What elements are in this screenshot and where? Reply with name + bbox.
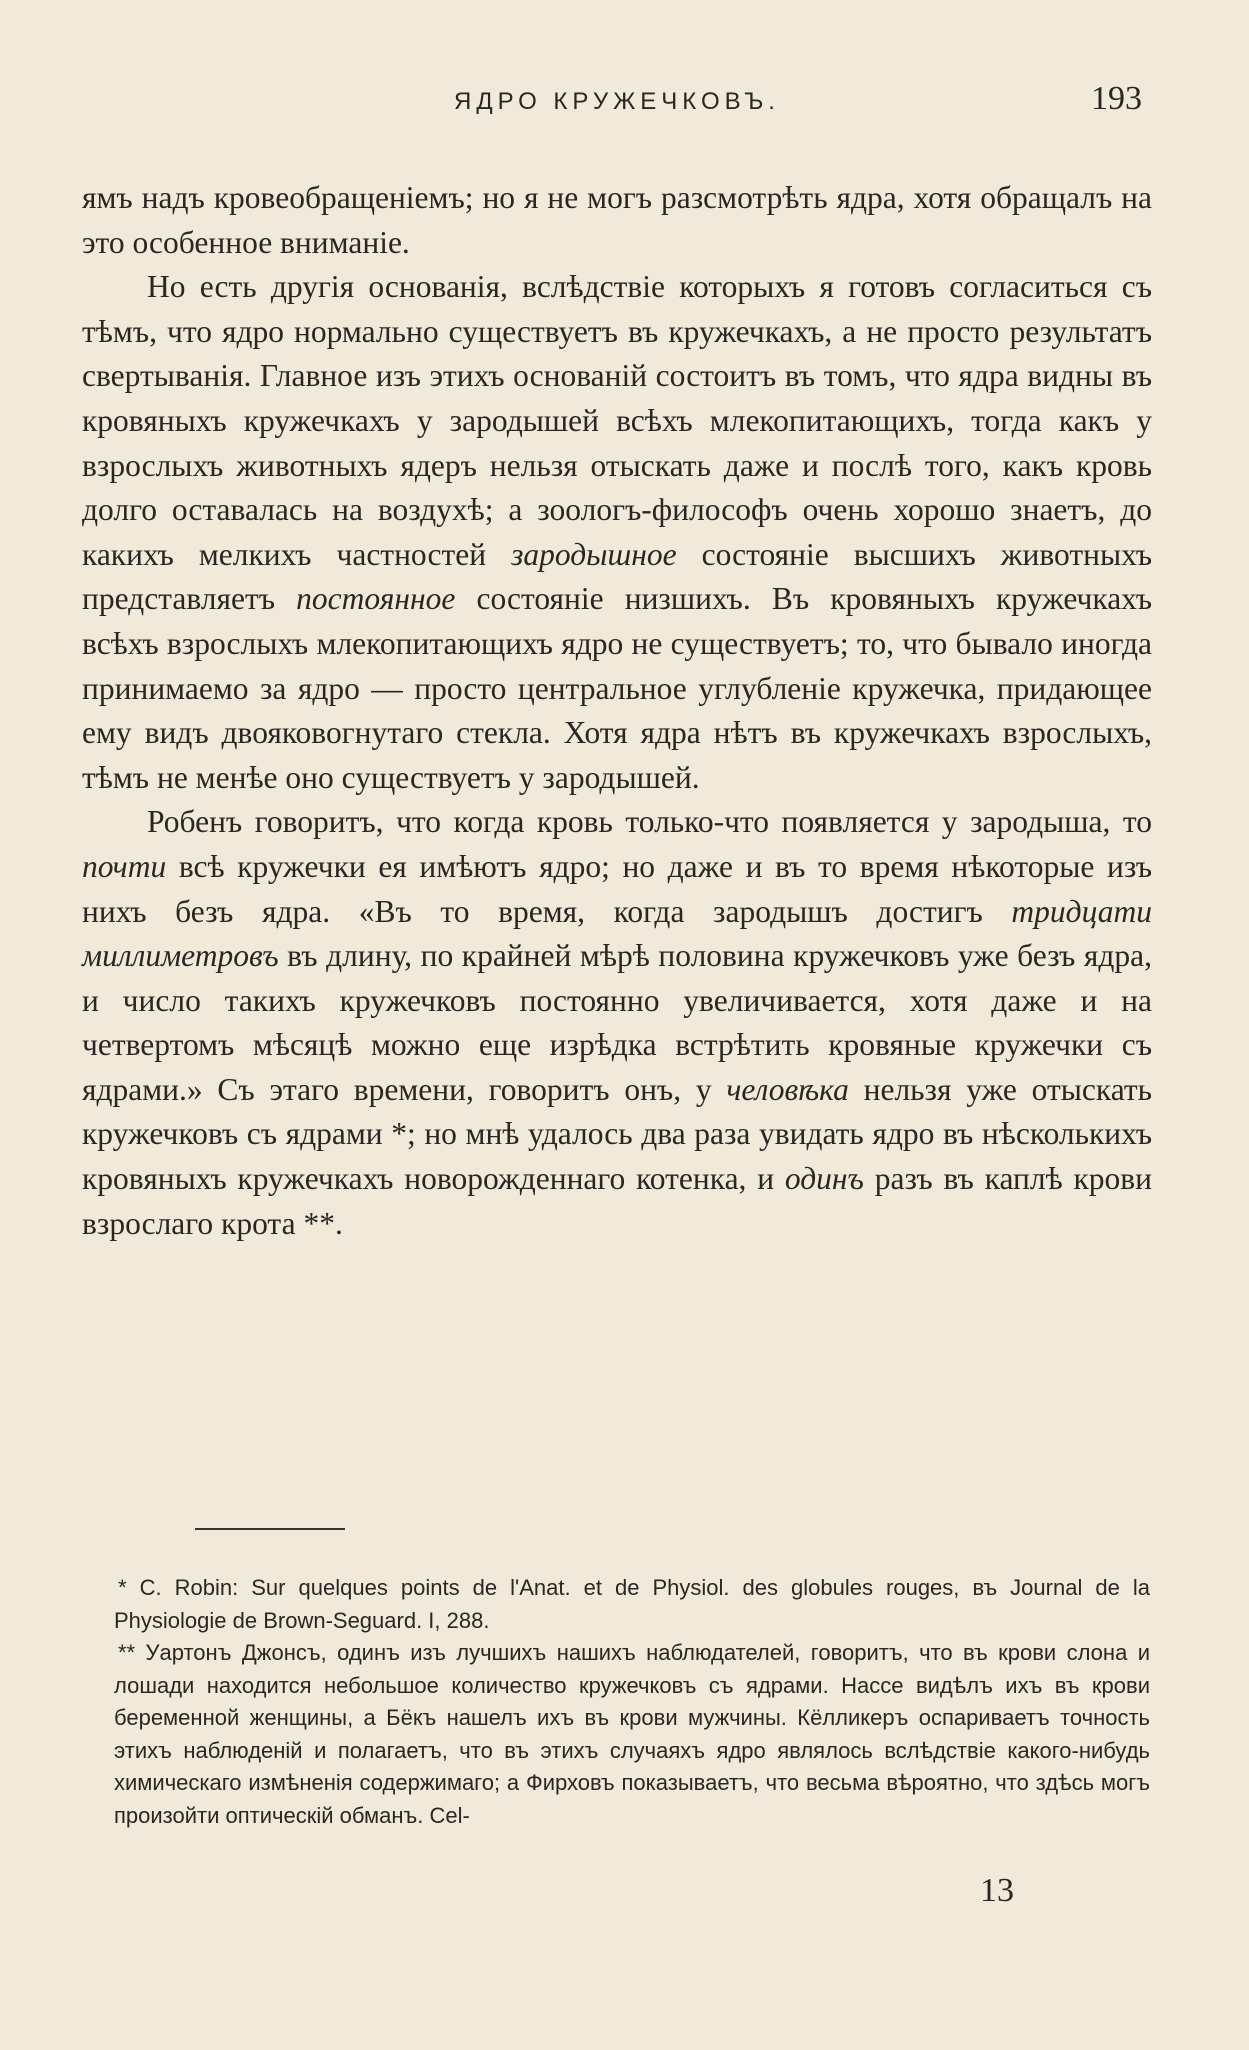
running-title: ЯДРО КРУЖЕЧКОВЪ. bbox=[454, 88, 780, 115]
main-text bbox=[82, 176, 1152, 1246]
running-header bbox=[92, 80, 1142, 117]
paragraph-1-text: ямъ надъ кровеобращеніемъ; но я не могъ разсмотрѣть ядра, хотя обращалъ на это особенное вниманіе. bbox=[82, 180, 1152, 260]
footnote-2: ** Уартонъ Джонсъ, одинъ изъ лучшихъ нашихъ наблюдателей, говоритъ, что въ крови слона и лошади находится небольшое количество кружечковъ съ ядрами. Нассе видѣлъ ихъ въ крови беременной женщины, а Бёкъ нашелъ ихъ въ крови мужчины. Кёлликеръ оспариваетъ точность этихъ наблюденій и полагаетъ, что въ этихъ случаяхъ ядро являлось вслѣдствіе какого-нибудь химическаго измѣненія содержимаго; а Фирховъ показываетъ, что весьма вѣроятно, что здѣсь могъ произойти оптическій обманъ. Cel- bbox=[114, 1640, 1150, 1828]
paragraph-2-text-b: состояніе высшихъ животныхъ представляетъ bbox=[82, 536, 1153, 617]
emphasis-pochti: почти bbox=[82, 848, 167, 884]
emphasis-cheloveka: человѣка bbox=[726, 1071, 849, 1107]
paragraph-3-text-e: разъ въ каплѣ крови взрослаго крота **. bbox=[82, 1161, 1153, 1241]
page-number: 193 bbox=[1091, 80, 1142, 117]
emphasis-odin: одинъ bbox=[784, 1161, 864, 1197]
footnote-divider bbox=[195, 1528, 345, 1530]
emphasis-zarodyshnoe: зародышное bbox=[511, 536, 677, 572]
signature-mark: 13 bbox=[980, 1872, 1014, 1909]
footnote-1: * C. Robin: Sur quelques points de l'Anat. et de Physiol. des globules rouges, въ Journal de la Physiologie de Brown-Seguard. I, 288. bbox=[114, 1575, 1150, 1633]
paragraph-2-text-a: Но есть другія основанія, вслѣдствіе которыхъ я готовъ согласиться съ тѣмъ, что ядро нормально существуетъ въ кружечкахъ, а не просто результатъ свертыванія. Главное изъ этихъ основаній состоитъ въ томъ, что ядра видны въ кровяныхъ кружечкахъ у зародышей всѣхъ млекопитающихъ, тогда какъ у взрослыхъ животныхъ ядеръ нельзя отыскать даже и послѣ того, какъ кровь долго оставалась на воздухѣ; а зоологъ-философъ очень хорошо знаетъ, до какихъ мелкихъ частностей bbox=[82, 269, 1152, 572]
emphasis-postoyannoe: постоянное bbox=[296, 581, 456, 617]
paragraph-2-text-c: состояніе низшихъ. Въ кровяныхъ кружечкахъ всѣхъ взрослыхъ млекопитающихъ ядро не существуетъ; то, что бывало иногда принимаемо за ядро — просто центральное углубленіе кружечка, придающее ему видъ двояковогнутаго стекла. Хотя ядра нѣтъ въ кружечкахъ взрослыхъ, тѣмъ не менѣе оно существуетъ у зародышей. bbox=[82, 581, 1153, 795]
paragraph-3-text-b: всѣ кружечки ея имѣютъ ядро; но даже и въ то время нѣкоторые изъ нихъ безъ ядра. «Въ то время, когда зародышъ достигъ bbox=[82, 848, 1153, 929]
paragraph-3-text-a: Робенъ говоритъ, что когда кровь только-что появляется у зародыша, то bbox=[147, 804, 1152, 840]
paragraph-2 bbox=[82, 265, 1152, 800]
paragraph-3-text-c: въ длину, по крайней мѣрѣ половина кружечковъ уже безъ ядра, и число такихъ кружечковъ постоянно увеличивается, хотя даже и на четвертомъ мѣсяцѣ можно еще изрѣдка встрѣтить кровяные кружечки съ ядрами.» Съ этаго времени, говоритъ онъ, у bbox=[82, 938, 1152, 1107]
footnotes bbox=[114, 1572, 1150, 1832]
paragraph-1 bbox=[82, 176, 1152, 265]
paragraph-3 bbox=[82, 800, 1152, 1246]
paragraph-3-text-d: нельзя уже отыскать кружечковъ съ ядрами *; но мнѣ удалось два раза увидать ядро въ нѣсколькихъ кровяныхъ кружечкахъ новорожденнаго котенка, и bbox=[82, 1071, 1153, 1197]
emphasis-tridtsati: тридцати миллиметровъ bbox=[82, 893, 1152, 974]
